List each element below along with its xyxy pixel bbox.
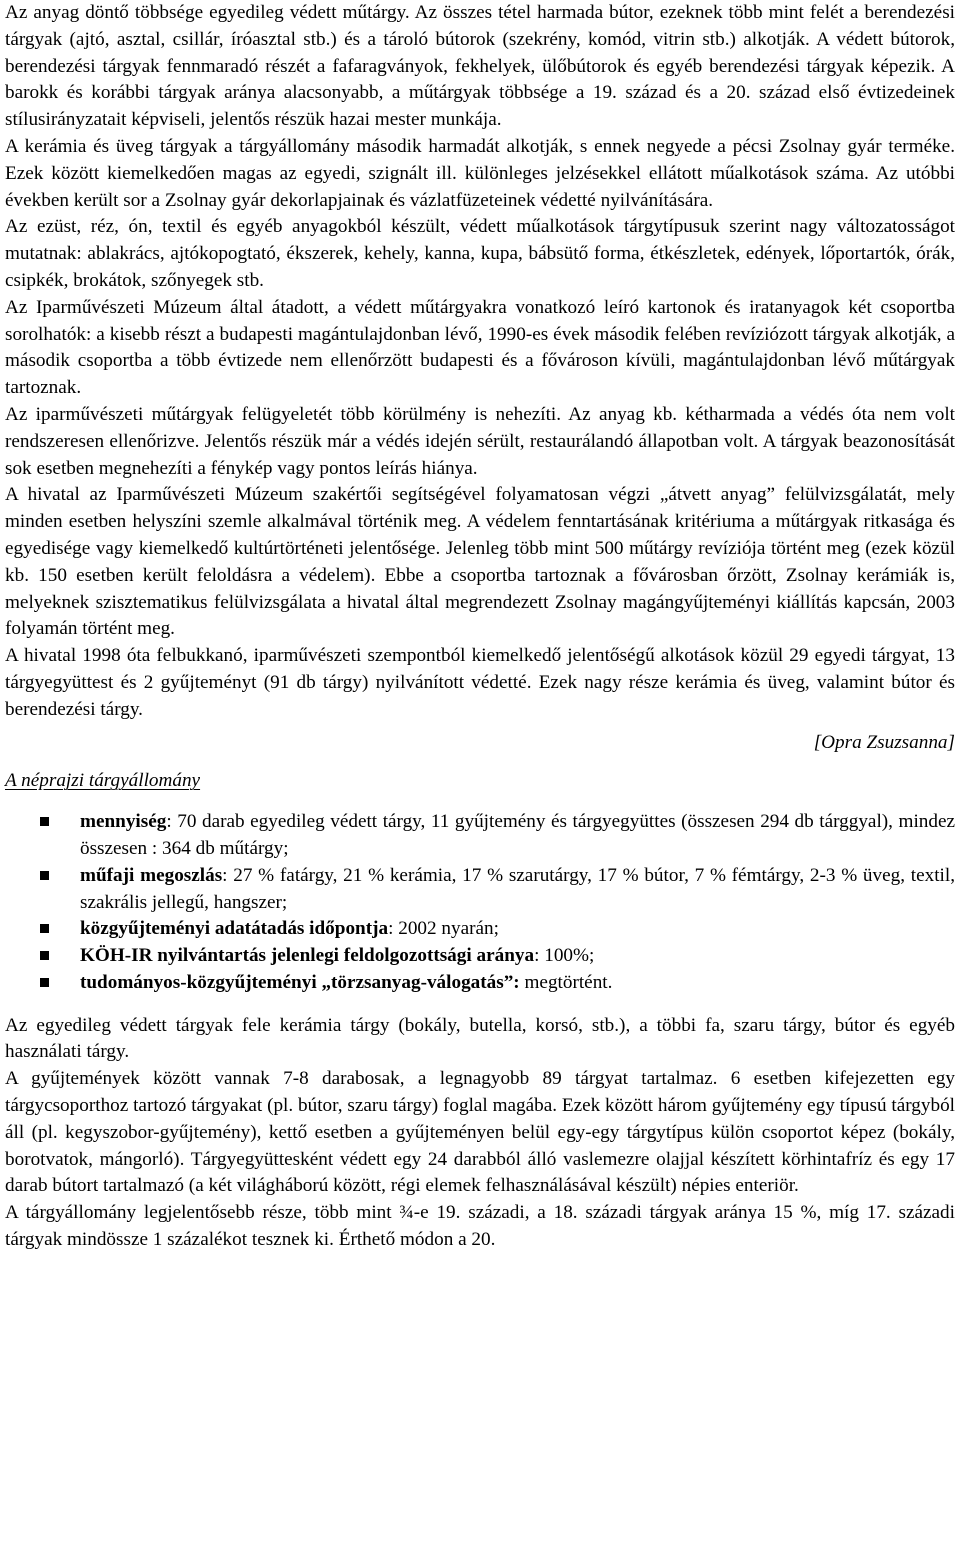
summary-bullet-list [5, 809, 955, 997]
bullet-text: 2002 nyarán; [398, 918, 499, 940]
bullet-text: megtörtént. [524, 971, 613, 993]
bullet-text: 27 % fatárgy, 21 % kerámia, 17 % szarutárgy, 17 % bútor, 7 % fémtárgy, 2-3 % üveg, textil, szakrális jellegű, hangszer; [80, 864, 955, 913]
bullet-separator: : [166, 811, 178, 833]
bullet-item-data-transfer-date [5, 916, 955, 943]
paragraph-museum-records: Az Iparművészeti Múzeum által átadott, a védett műtárgyakra vonatkozó leíró kartonok és iratanyagok két csoportba sorolhatók: a kisebb részt a budapesti magántulajdonban lévő, 1990-es évek második felében revíziózott tárgyak alkotják, a második csoportba a több évtizede nem ellenőrzött budapesti és a fővároson kívüli, magántulajdonban lévő műtárgyak tartoznak. [5, 296, 955, 399]
paragraph-supervision: Az iparművészeti műtárgyak felügyeletét több körülmény is nehezíti. Az anyag kb. kétharmada a védés óta nem volt rendszeresen ellenőrizve. Jelentős részük már a védés idején sérült, restaurálandó állapotban volt. A tárgyak beazonosítását sok esetben megnehezíti a fénykép vagy pontos leírás hiánya. [5, 403, 955, 479]
paragraph-furniture: Az anyag döntő többsége egyedileg védett műtárgy. Az összes tétel harmada bútor, ezeknek több mint felét a berendezési tárgyak (ajtó, asztal, csillár, íróasztal stb.) és a tároló bútorok (szekrény, komód, vitrin stb.) alkotják. A védett bútorok, berendezési tárgyak fennmaradó részét a fafaragványok, fekhelyek, ülőbútorok és egyéb berendezési tárgyak képezik. A barokk és korábbi tárgyak aránya alacsonyabb, a műtárgyak többsége a 19. század és a 20. század első évtizedeinek stílusirányzatait képviseli, jelentős részük hazai mester munkája. [5, 2, 955, 131]
paragraph-revision: A hivatal az Iparművészeti Múzeum szakértői segítségével folyamatosan végzi „átvett anyag” felülvizsgálatát, mely minden esetben helyszíni szemle alkalmával történik meg. A védelem fenntartásának kritériuma a műtárgyak ritkasága és egyedisége vagy kiemelkedő kultúrtörténeti jelentősége. Jelenleg több mint 500 műtárgy revíziója történt meg (ezek közül kb. 150 esetben került feloldásra a védelem). Ebbe a csoportba tartoznak a fővárosban őrzött, Zsolnay kerámiák is, melyeknek szisztematikus felülvizsgálata a hivatal által megrendezett Zsolnay magángyűjteményi kiállítás kapcsán, 2003 folyamán történt meg. [5, 484, 955, 640]
paragraph-dating: A tárgyállomány legjelentősebb része, több mint ¾-e 19. századi, a 18. századi tárgyak aránya 15 %, míg 17. századi tárgyak mindössze 1 százalékot tesznek ki. Érthető módon a 20. [5, 1202, 955, 1251]
bullet-text: 100%; [544, 945, 595, 967]
document-page [5, 0, 955, 1254]
bullet-item-genre-distribution [5, 863, 955, 917]
bullet-item-quantity [5, 809, 955, 863]
bullet-separator: : [222, 864, 234, 886]
paragraph-individual-objects: Az egyedileg védett tárgyak fele kerámia tárgy (bokály, butella, korsó, stb.), a többi fa, szaru tárgy, bútor és egyéb használati tárgy. [5, 1014, 955, 1063]
bullet-separator: : [534, 945, 545, 967]
bullet-label: műfaji megoszlás [80, 864, 223, 886]
paragraph-metal-textile: Az ezüst, réz, ón, textil és egyéb anyagokból készült, védett műalkotások tárgytípusuk szerint nagy változatosságot mutatnak: ablakrács, ajtókopogtató, ékszerek, kehely, kanna, kupa, bábsütő forma, étkészletek, edények, lőportartók, órák, csipkék, brokátok, szőnyegek stb. [5, 216, 955, 291]
paragraph-ceramics: A kerámia és üveg tárgyak a tárgyállomány második harmadát alkotják, s ennek negyede a pécsi Zsolnay gyár terméke. Ezek között kiemelkedően magas az egyedi, szignált ill. különleges jelzésekkel ellátott műalkotások száma. Az utóbbi években került sor a Zsolnay gyár dekorlapjainak és vázlatfüzeteinek védetté nyilvánítására. [5, 135, 955, 211]
bullet-item-core-selection [5, 970, 955, 997]
paragraph-since-1998: A hivatal 1998 óta felbukkanó, iparművészeti szempontból kiemelkedő jelentőségű alkotások közül 29 egyedi tárgyat, 13 tárgyegyüttest és 2 gyűjteményt (91 db tárgy) nyilvánított védetté. Ezek nagy része kerámia és üveg, valamint bútor és berendezési tárgy. [5, 645, 955, 720]
paragraph-collections: A gyűjtemények között vannak 7-8 darabosak, a legnagyobb 89 tárgyat tartalmaz. 6 esetben kifejezetten egy tárgycsoporthoz tartozó tárgyakat (pl. bútor, szaru tárgy) foglal magába. Ezek között három gyűjtemény egy típusú tárgyból áll (pl. kegyszobor-gyűjtemény), kettő esetben a gyűjteményen belül egy-egy tárgytípus külön csoportot képez (bokály, borotvatok, mángorló). Tárgyegyüttesként védett egy 24 darabból álló vaslemezre olajjal készített körhintafríz és egy 17 darab bútort tartalmazó (a két világháború között, régi elemek felhasználásával készült) népies enteriör. [5, 1068, 955, 1197]
bullet-separator: : [388, 918, 399, 940]
author-signature: [Opra Zsuzsanna] [813, 731, 955, 753]
bullet-label: mennyiség [80, 811, 167, 833]
square-bullet-icon [40, 951, 49, 960]
square-bullet-icon [40, 871, 49, 880]
section-title-ethnographic: A néprajzi tárgyállomány [5, 770, 201, 792]
square-bullet-icon [40, 817, 49, 826]
bullet-label: tudományos-közgyűjteményi „törzsanyag-válogatás”: [80, 971, 520, 993]
bullet-label: közgyűjteményi adatátadás időpontja [80, 918, 389, 940]
bullet-label: KÖH-IR nyilvántartás jelenlegi feldolgozottsági aránya [80, 945, 535, 967]
square-bullet-icon [40, 978, 49, 987]
bullet-item-processing-ratio [5, 943, 955, 970]
square-bullet-icon [40, 924, 49, 933]
bullet-text: 70 darab egyedileg védett tárgy, 11 gyűjtemény és tárgyegyüttes (összesen 294 db tárggyal), mindez összesen : 364 db műtárgy; [80, 811, 955, 859]
